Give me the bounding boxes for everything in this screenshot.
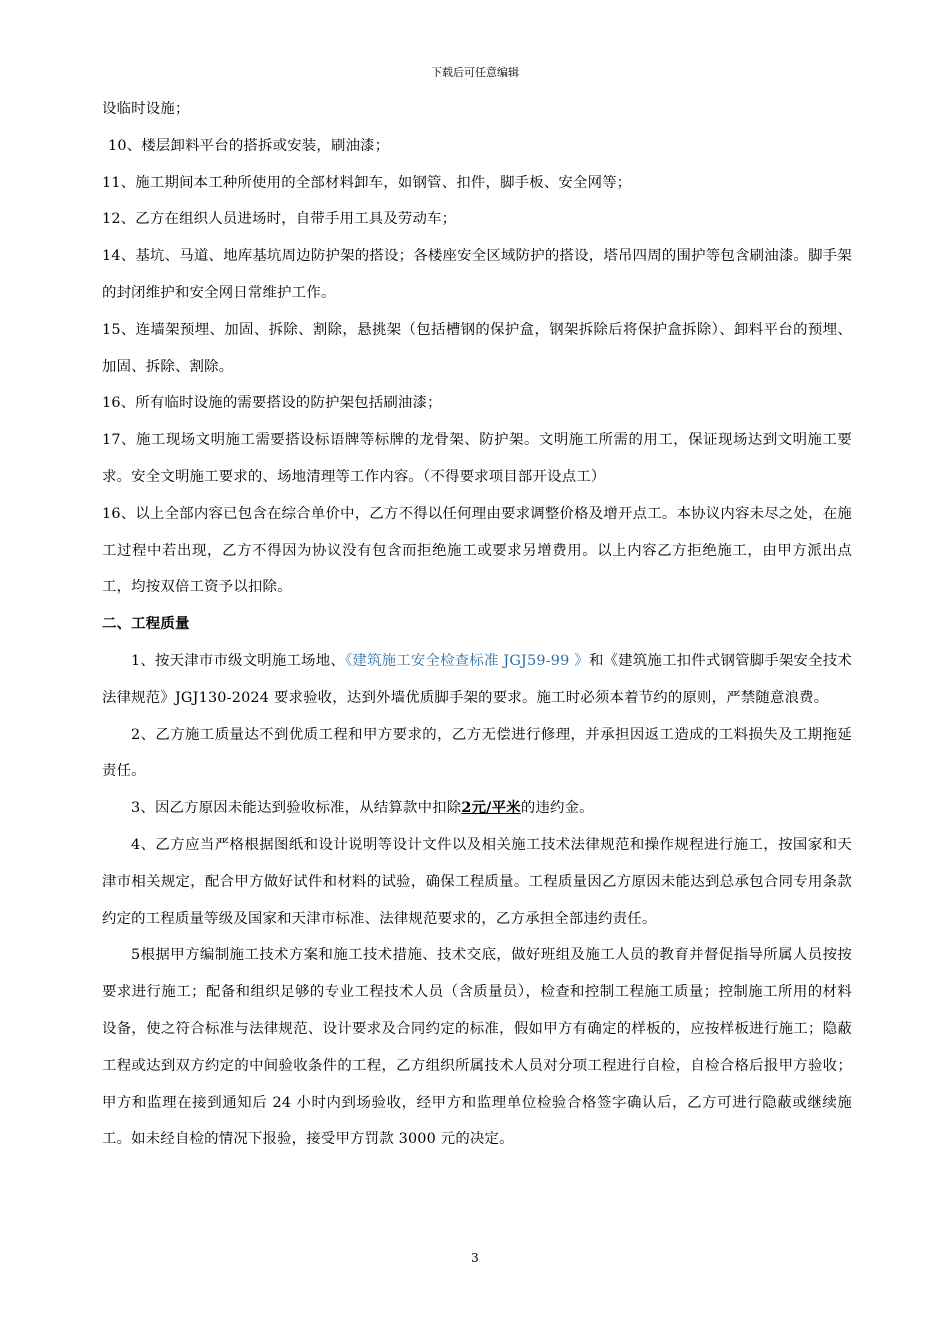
paragraph-item-10: 10、楼层卸料平台的搭拆或安装，刷油漆； xyxy=(108,137,390,154)
document-body xyxy=(102,91,852,1158)
paragraph-item-17: 17、施工现场文明施工需要搭设标语牌等标牌的龙骨架、防护架。文明施工所需的用工，保证现场达到文明施工要求。安全文明施工要求的、场地清理等工作内容。（不得要求项目部开设点工） xyxy=(102,432,852,485)
page-number: 3 xyxy=(471,1251,479,1265)
paragraph-quality-1 xyxy=(102,643,852,717)
quality-1-lead: 1、按天津市市级文明施工场地、 xyxy=(131,652,346,669)
paragraph-item-12: 12、乙方在组织人员进场时，自带手用工具及劳动车； xyxy=(102,211,457,228)
paragraph-item-11: 11、施工期间本工种所使用的全部材料卸车，如钢管、扣件，脚手板、安全网等； xyxy=(102,174,632,191)
standard-reference-link[interactable]: 《建筑施工安全检查标准 JGJ59-99 》 xyxy=(345,652,589,669)
paragraph-quality-5: 5根据甲方编制施工技术方案和施工技术措施、技术交底，做好班组及施工人员的教育并督促指导所属人员按按要求进行施工；配备和组织足够的专业工程技术人员（含质量员），检查和控制工程施工质量；控制施工所用的材料设备，使之符合标准与法律规范、设计要求及合同约定的标准，假如甲方有确定的样板的，应按样板进行施工；隐蔽工程或达到双方约定的中间验收条件的工程，乙方组织所属技术人员对分项工程进行自检，自检合格后报甲方验收；甲方和监理在接到通知后 24 小时内到场验收，经甲方和监理单位检验合格签字确认后，乙方可进行隐蔽或继续施工。如未经自检的情况下报验，接受甲方罚款 3000 元的决定。 xyxy=(102,947,852,1148)
paragraph-quality-4: 4、乙方应当严格根据图纸和设计说明等设计文件以及相关施工技术法律规范和操作规程进行施工，按国家和天津市相关规定，配合甲方做好试件和材料的试验，确保工程质量。工程质量因乙方原因未能达到总承包合同专用条款约定的工程质量等级及国家和天津市标准、法律规范要求的，乙方承担全部违约责任。 xyxy=(102,836,852,927)
paragraph-item-16-a: 16、所有临时设施的需要搭设的防护架包括刷油漆； xyxy=(102,395,442,412)
page-header: 下载后可任意编辑 xyxy=(431,66,519,79)
paragraph-quality-3 xyxy=(102,790,852,827)
paragraph-temp-facilities: 设临时设施； xyxy=(102,101,190,117)
quality-3-rest: 的违约金。 xyxy=(520,800,594,817)
paragraph-quality-2: 2、乙方施工质量达不到优质工程和甲方要求的，乙方无偿进行修理，并承担因返工造成的工料损失及工期拖延责任。 xyxy=(102,726,852,780)
quality-3-lead: 3、因乙方原因未能达到验收标准，从结算款中扣除 xyxy=(131,800,462,817)
paragraph-item-14: 14、基坑、马道、地库基坑周边防护架的搭设；各楼座安全区域防护的搭设，塔吊四周的围护等包含刷油漆。脚手架的封闭维护和安全网日常维护工作。 xyxy=(102,248,852,301)
quality-1-rest: 和《建筑施工扣件式钢管脚手架安全技术法律规范》JGJ130-2024 要求验收，达到外墙优质脚手架的要求。施工时必须本着节约的原则，严禁随意浪费。 xyxy=(102,652,852,706)
paragraph-item-16-b: 16、以上全部内容已包含在综合单价中，乙方不得以任何理由要求调整价格及增开点工。本协议内容未尽之处，在施工过程中若出现，乙方不得因为协议没有包含而拒绝施工或要求另增费用。以上内容乙方拒绝施工，由甲方派出点工，均按双倍工资予以扣除。 xyxy=(102,505,852,596)
section-heading-quality: 二、工程质量 xyxy=(102,615,190,633)
penalty-amount: 2元/平米 xyxy=(461,799,521,817)
paragraph-item-15: 15、连墙架预埋、加固、拆除、割除，悬挑架（包括槽钢的保护盒，钢架拆除后将保护盒拆除）、卸料平台的预埋、加固、拆除、割除。 xyxy=(102,321,852,375)
